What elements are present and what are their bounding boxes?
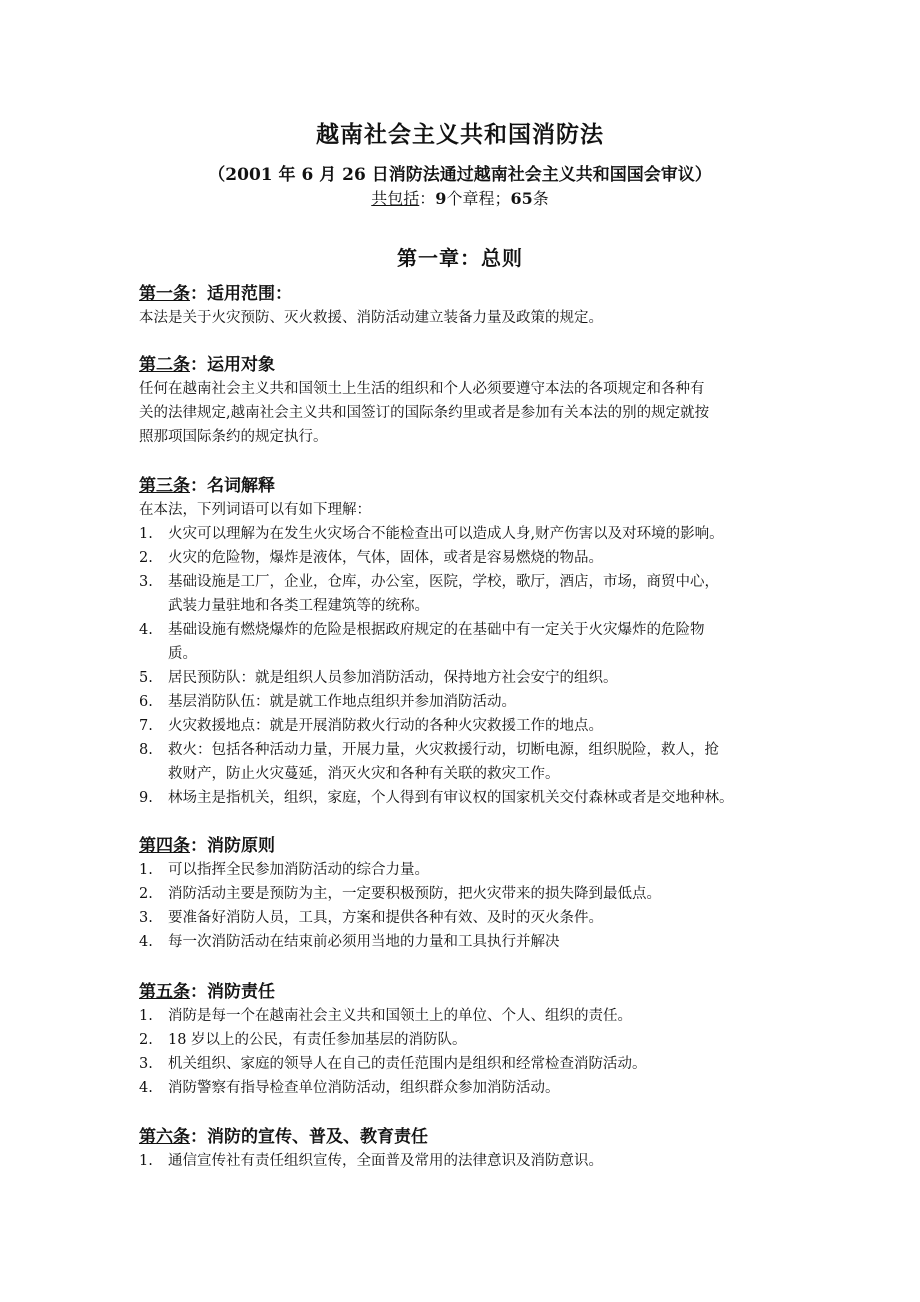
item-text: 消防警察有指导检查单位消防活动，组织群众参加消防活动。	[168, 1080, 560, 1096]
article-line: 照那项国际条约的规定执行。	[139, 429, 328, 445]
item-number: 2.	[139, 886, 153, 902]
item-number: 1.	[139, 526, 153, 542]
list-item	[139, 738, 789, 786]
chapters-unit: 个章程；	[446, 189, 511, 208]
article-number: 第六条	[139, 1127, 190, 1147]
item-line: 火灾可以理解为在发生火灾场合不能检查出可以造成人身,财产伤害以及对环境的影响。	[168, 526, 724, 542]
article-heading	[139, 980, 789, 1004]
item-text: 消防活动主要是预防为主，一定要积极预防，把火灾带来的损失降到最低点。	[168, 886, 661, 902]
item-number: 3.	[139, 910, 153, 926]
article-heading	[139, 834, 789, 858]
item-text: 每一次消防活动在结束前必须用当地的力量和工具执行并解决	[168, 934, 560, 950]
list-item	[139, 666, 789, 690]
chapter-heading: 第一章：总则	[397, 246, 523, 270]
document-title: 越南社会主义共和国消防法	[316, 121, 604, 148]
item-line: 质。	[168, 646, 197, 662]
article-number: 第五条	[139, 982, 190, 1002]
article-4	[139, 834, 789, 954]
principle-list	[139, 858, 789, 954]
item-line: 救财产，防止火灾蔓延，消灭火灾和各种有关联的救灾工作。	[168, 766, 560, 782]
articles-unit: 条	[532, 189, 549, 208]
item-number: 9.	[139, 790, 153, 806]
item-text: 要准备好消防人员，工具，方案和提供各种有效、及时的灭火条件。	[168, 910, 603, 926]
item-number: 2.	[139, 550, 153, 566]
item-line: 基层消防队伍：就是就工作地点组织并参加消防活动。	[168, 694, 516, 710]
item-text: 可以指挥全民参加消防活动的综合力量。	[168, 862, 429, 878]
list-item	[139, 1149, 789, 1173]
article-title: ：运用对象	[190, 355, 275, 375]
article-title: ：名词解释	[190, 476, 275, 496]
article-title: ：消防责任	[190, 982, 275, 1002]
education-list	[139, 1149, 789, 1173]
item-line: 火灾的危险物，爆炸是液体，气体，固体，或者是容易燃烧的物品。	[168, 550, 603, 566]
document-summary	[0, 186, 920, 209]
article-heading	[139, 353, 789, 377]
article-3	[139, 474, 789, 810]
item-number: 8.	[139, 742, 153, 758]
list-item	[139, 1004, 789, 1028]
article-title: ：适用范围：	[190, 284, 292, 304]
document-subtitle: （2001 年 6 月 26 日消防法通过越南社会主义共和国国会审议）	[208, 165, 712, 185]
item-number: 6.	[139, 694, 153, 710]
item-number: 4.	[139, 1080, 153, 1096]
article-heading	[139, 282, 789, 306]
article-line: 任何在越南社会主义共和国领土上生活的组织和个人必须要遵守本法的各项规定和各种有	[139, 381, 705, 397]
definition-list	[139, 522, 789, 810]
responsibility-list	[139, 1004, 789, 1100]
item-line: 火灾救援地点：就是开展消防救火行动的各种火灾救援工作的地点。	[168, 718, 603, 734]
article-heading	[139, 1125, 789, 1149]
article-6	[139, 1125, 789, 1173]
item-text: 18 岁以上的公民，有责任参加基层的消防队。	[168, 1032, 467, 1048]
article-title: ：消防原则	[190, 836, 275, 856]
article-number: 第四条	[139, 836, 190, 856]
item-number: 4.	[139, 622, 153, 638]
article-5	[139, 980, 789, 1100]
chapters-count: 9	[435, 189, 447, 208]
item-number: 2.	[139, 1032, 153, 1048]
article-2	[139, 353, 789, 449]
article-intro: 在本法，下列词语可以有如下理解：	[139, 502, 371, 518]
article-1	[139, 282, 789, 330]
list-item	[139, 522, 789, 546]
list-item	[139, 1028, 789, 1052]
contains-label: 共包括	[371, 189, 420, 208]
list-item	[139, 690, 789, 714]
item-number: 3.	[139, 1056, 153, 1072]
article-text: 本法是关于火灾预防、灭火救援、消防活动建立装备力量及政策的规定。	[139, 310, 603, 326]
item-line: 基础设施是工厂，企业，仓库，办公室，医院，学校，歌厅，酒店，市场，商贸中心，	[168, 574, 719, 590]
item-line: 救火：包括各种活动力量，开展力量，火灾救援行动，切断电源，组织脱险，救人，抢	[168, 742, 719, 758]
article-heading	[139, 474, 789, 498]
article-line: 关的法律规定,越南社会主义共和国签订的国际条约里或者是参加有关本法的别的规定就按	[139, 405, 710, 421]
item-number: 7.	[139, 718, 153, 734]
item-number: 4.	[139, 934, 153, 950]
list-item	[139, 786, 789, 810]
article-number: 第二条	[139, 355, 190, 375]
item-number: 1.	[139, 1008, 153, 1024]
list-item	[139, 618, 789, 666]
list-item	[139, 570, 789, 618]
list-item	[139, 858, 789, 882]
list-item	[139, 1076, 789, 1100]
item-line: 基础设施有燃烧爆炸的危险是根据政府规定的在基础中有一定关于火灾爆炸的危险物	[168, 622, 705, 638]
item-number: 1.	[139, 862, 153, 878]
list-item	[139, 546, 789, 570]
list-item	[139, 882, 789, 906]
articles-count: 65	[510, 189, 533, 208]
list-item	[139, 1052, 789, 1076]
item-number: 1.	[139, 1153, 153, 1169]
item-number: 5.	[139, 670, 153, 686]
list-item	[139, 906, 789, 930]
item-number: 3.	[139, 574, 153, 590]
list-item	[139, 714, 789, 738]
item-line: 林场主是指机关，组织，家庭，个人得到有审议权的国家机关交付森林或者是交地种林。	[168, 790, 734, 806]
article-title: ：消防的宣传、普及、教育责任	[190, 1127, 428, 1147]
article-number: 第一条	[139, 284, 190, 304]
item-text: 通信宣传社有责任组织宣传，全面普及常用的法律意识及消防意识。	[168, 1153, 603, 1169]
article-number: 第三条	[139, 476, 190, 496]
item-line: 居民预防队：就是组织人员参加消防活动，保持地方社会安宁的组织。	[168, 670, 618, 686]
item-text: 消防是每一个在越南社会主义共和国领土上的单位、个人、组织的责任。	[168, 1008, 632, 1024]
contains-colon: ：	[419, 189, 436, 208]
list-item	[139, 930, 789, 954]
item-line: 武装力量驻地和各类工程建筑等的统称。	[168, 598, 429, 614]
item-text: 机关组织、家庭的领导人在自己的责任范围内是组织和经常检查消防活动。	[168, 1056, 647, 1072]
